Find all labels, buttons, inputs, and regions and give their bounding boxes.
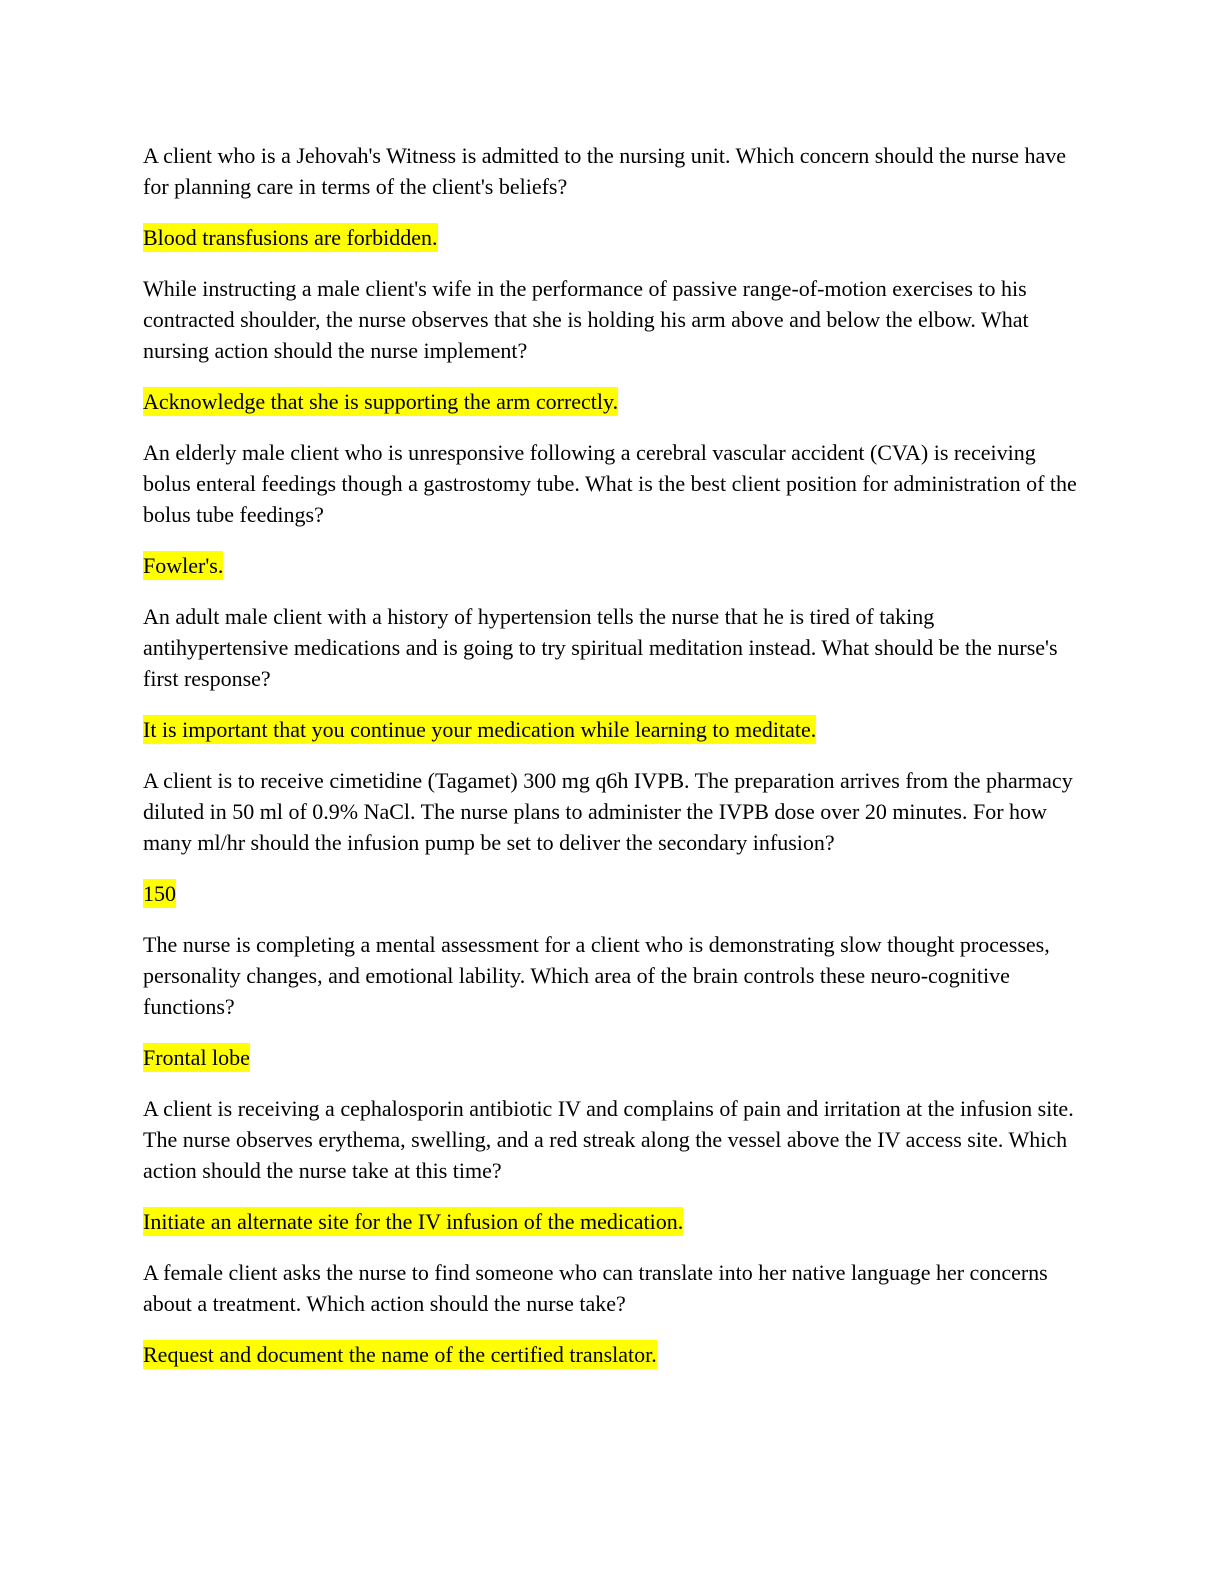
answer-highlight: It is important that you continue your medication while learning to meditate. [143, 717, 817, 742]
answer-text [143, 1206, 1078, 1237]
qa-item [143, 273, 1078, 417]
answer-highlight: Blood transfusions are forbidden. [143, 225, 438, 250]
question-text: A client who is a Jehovah's Witness is admitted to the nursing unit. Which concern should the nurse have for planning care in terms of the client's beliefs? [143, 143, 1067, 199]
answer-highlight: 150 [143, 881, 176, 906]
answer-text [143, 714, 1078, 745]
answer-highlight: Fowler's. [143, 553, 224, 578]
qa-item [143, 1257, 1078, 1370]
answer-text [143, 550, 1078, 581]
answer-text [143, 1339, 1078, 1370]
question-text: An elderly male client who is unresponsive following a cerebral vascular accident (CVA) is receiving bolus enteral feedings though a gastrostomy tube. What is the best client position for administration of the bolus tube feedings? [143, 440, 1077, 527]
question-text: An adult male client with a history of hypertension tells the nurse that he is tired of taking antihypertensive medications and is going to try spiritual meditation instead. What should be the nurse's first response? [143, 604, 1058, 691]
answer-highlight: Frontal lobe [143, 1045, 250, 1070]
question-text: While instructing a male client's wife in the performance of passive range-of-motion exercises to his contracted shoulder, the nurse observes that she is holding his arm above and below the elbow. What nursing action should the nurse implement? [143, 276, 1029, 363]
question-text: A client is to receive cimetidine (Tagamet) 300 mg q6h IVPB. The preparation arrives from the pharmacy diluted in 50 ml of 0.9% NaCl. The nurse plans to administer the IVPB dose over 20 minutes. For how many ml/hr should the infusion pump be set to deliver the secondary infusion? [143, 768, 1073, 855]
answer-text [143, 386, 1078, 417]
document-body [143, 140, 1078, 1390]
question-text: The nurse is completing a mental assessment for a client who is demonstrating slow thought processes, personality changes, and emotional lability. Which area of the brain controls these neuro-cognitive functions? [143, 932, 1050, 1019]
qa-item [143, 140, 1078, 253]
answer-text [143, 1042, 1078, 1073]
qa-item [143, 601, 1078, 745]
answer-text [143, 878, 1078, 909]
answer-highlight: Request and document the name of the certified translator. [143, 1342, 657, 1367]
question-text: A female client asks the nurse to find someone who can translate into her native language her concerns about a treatment. Which action should the nurse take? [143, 1260, 1048, 1316]
answer-text [143, 222, 1078, 253]
qa-item [143, 1093, 1078, 1237]
qa-item [143, 929, 1078, 1073]
qa-item [143, 437, 1078, 581]
qa-item [143, 765, 1078, 909]
answer-highlight: Acknowledge that she is supporting the arm correctly. [143, 389, 619, 414]
answer-highlight: Initiate an alternate site for the IV infusion of the medication. [143, 1209, 684, 1234]
question-text: A client is receiving a cephalosporin antibiotic IV and complains of pain and irritation at the infusion site. The nurse observes erythema, swelling, and a red streak along the vessel above the IV access site. Which action should the nurse take at this time? [143, 1096, 1074, 1183]
